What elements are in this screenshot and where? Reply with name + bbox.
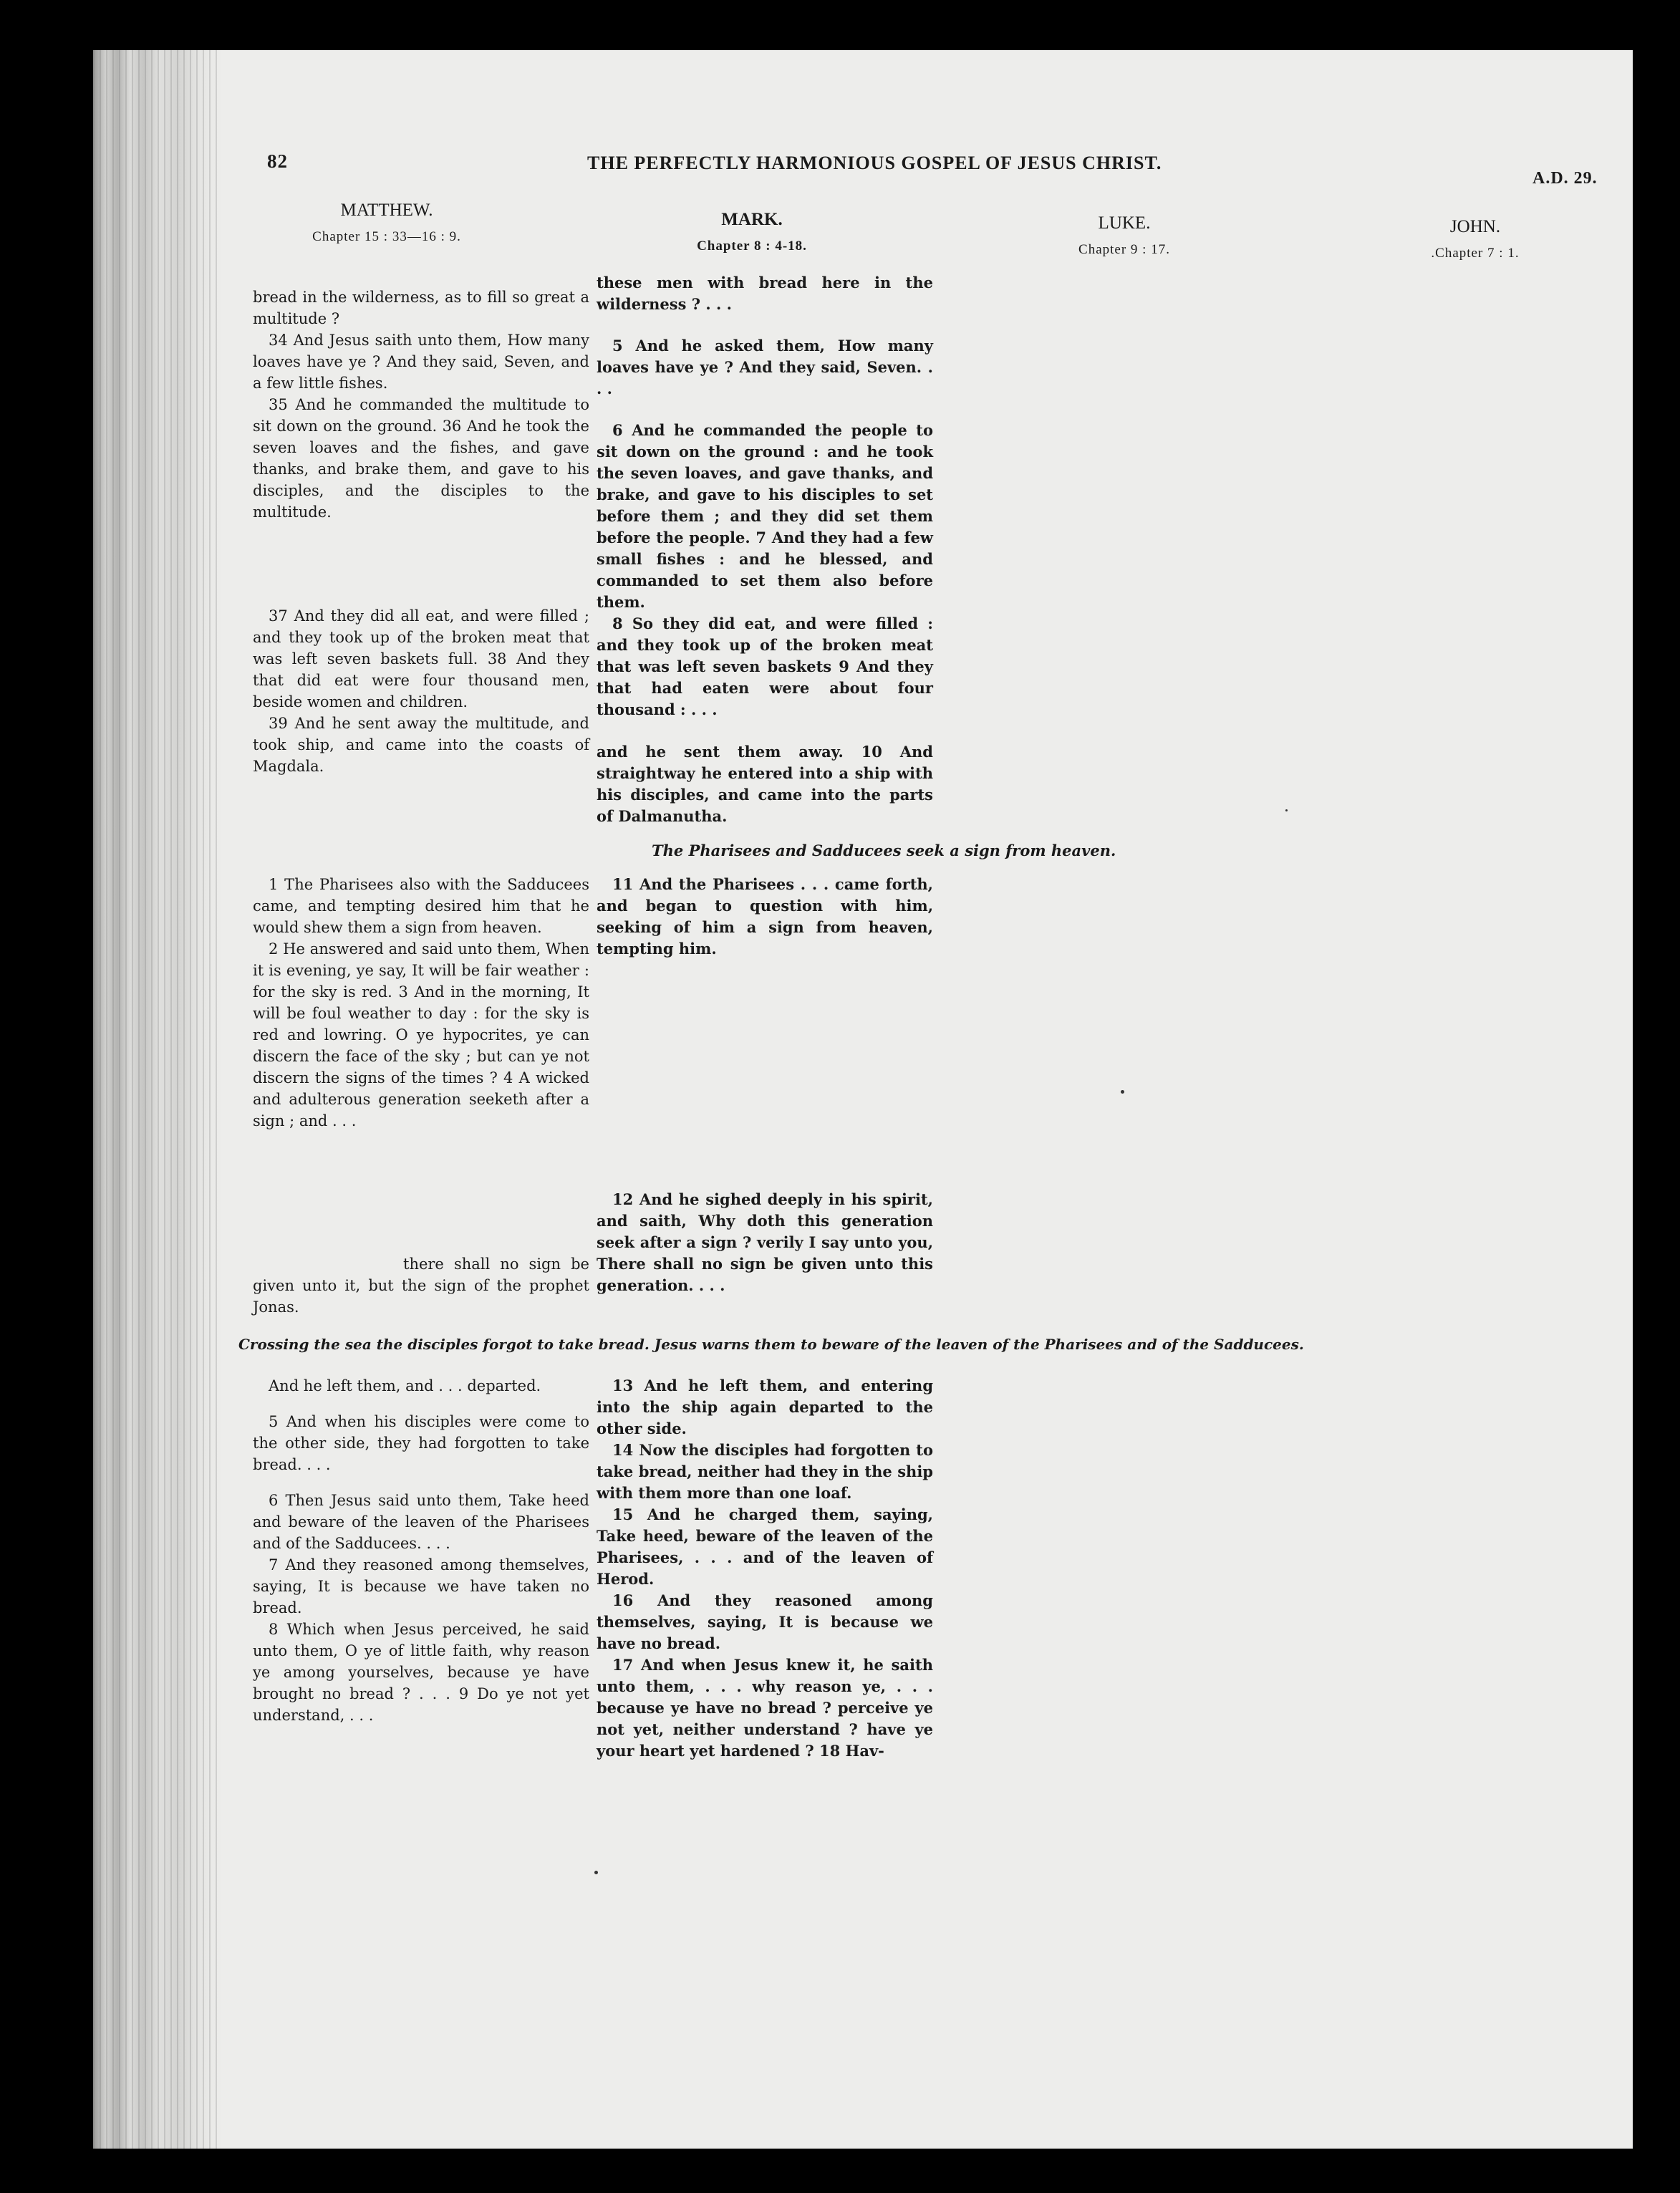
matthew-block-filled bbox=[253, 605, 589, 777]
running-title: THE PERFECTLY HARMONIOUS GOSPEL OF JESUS CHRIST. bbox=[587, 153, 1162, 173]
verse-paragraph: there shall no sign be given unto it, but the sign of the prophet Jonas. bbox=[253, 1255, 589, 1316]
verse-paragraph: 1 The Pharisees also with the Sadducees came, and tempting desired him that he would shew them a sign from heaven. bbox=[253, 876, 589, 936]
page-number: 82 bbox=[267, 150, 288, 172]
john-heading: JOHN. bbox=[1449, 217, 1501, 236]
print-speck bbox=[1121, 1090, 1124, 1094]
verse-paragraph: 8 So they did eat, and were filled : and they took up of the broken meat that was left seven baskets 9 And they that had eaten were about four thousand : . . . bbox=[597, 614, 933, 718]
verse-paragraph: 17 And when Jesus knew it, he saith unto them, . . . why reason ye, . . . because ye have no bread ? perceive ye not yet, neither understand ? have ye your heart yet hardened ? 18 Hav- bbox=[597, 1656, 933, 1760]
verse-paragraph: 14 Now the disciples had forgotten to take bread, neither had they in the ship with them more than one loaf. bbox=[597, 1441, 933, 1502]
verse-paragraph: 8 Which when Jesus perceived, he said unto them, O ye of little faith, why reason ye among yourselves, because ye have brought no bread ? . . . 9 Do ye not yet understand, . . . bbox=[253, 1621, 589, 1724]
luke-chapter: Chapter 9 : 17. bbox=[1078, 242, 1170, 257]
verse-paragraph: 2 He answered and said unto them, When it is evening, ye say, It will be fair weather : for the sky is red. 3 And in the morning, It will be foul weather to day : for the sky is red and lowring. O ye hypocrites, ye can discern the face of the sky ; but can ye not discern the signs of the times ? 4 A wicked and adulterous generation seeketh after a sign ; and . . . bbox=[253, 940, 589, 1129]
verse-paragraph: 15 And he charged them, saying, Take heed, beware of the leaven of the Pharisees, . . . and of the leaven of Herod. bbox=[597, 1505, 933, 1588]
verse-paragraph: 13 And he left them, and entering into the ship again departed to the other side. bbox=[597, 1377, 933, 1437]
john-chapter: .Chapter 7 : 1. bbox=[1431, 246, 1520, 261]
section-heading-sign: The Pharisees and Sadducees seek a sign from heaven. bbox=[652, 842, 1116, 859]
print-speck bbox=[594, 1871, 598, 1874]
verse-paragraph: 6 Then Jesus said unto them, Take heed and beware of the leaven of the Pharisees and of the Sadducees. . . . bbox=[253, 1492, 589, 1552]
mark-chapter: Chapter 8 : 4-18. bbox=[697, 238, 807, 254]
verse-paragraph: 5 And when his disciples were come to the other side, they had forgotten to take bread. . . . bbox=[253, 1413, 589, 1473]
mark-block-sign bbox=[597, 874, 933, 960]
book-page bbox=[93, 50, 1633, 2149]
verse-paragraph: these men with bread here in the wilderness ? . . . bbox=[597, 274, 933, 313]
matthew-block-leaven bbox=[253, 1375, 589, 1726]
verse-paragraph: 16 And they reasoned among themselves, saying, It is because we have no bread. bbox=[597, 1591, 933, 1652]
verse-paragraph: 39 And he sent away the multitude, and took ship, and came into the coasts of Magdala. bbox=[253, 715, 589, 775]
matthew-chapter: Chapter 15 : 33—16 : 9. bbox=[312, 229, 461, 244]
luke-heading: LUKE. bbox=[1098, 213, 1151, 233]
verse-paragraph: 7 And they reasoned among themselves, saying, It is because we have taken no bread. bbox=[253, 1556, 589, 1616]
mark-block-dalmanutha bbox=[597, 741, 933, 827]
matthew-block-sign bbox=[253, 874, 589, 1132]
matthew-block-jonas bbox=[253, 1253, 589, 1318]
mark-block-generation bbox=[597, 1189, 933, 1296]
year-label: A.D. 29. bbox=[1532, 169, 1598, 188]
verse-paragraph: bread in the wilderness, as to fill so great a multitude ? bbox=[253, 289, 589, 327]
matthew-block-feeding bbox=[253, 286, 589, 523]
verse-paragraph: 12 And he sighed deeply in his spirit, and saith, Why doth this generation seek after a sign ? verily I say unto you, There shall no sign be given unto this generation. . . . bbox=[597, 1190, 933, 1294]
verse-paragraph: 34 And Jesus saith unto them, How many loaves have ye ? And they said, Seven, and a few little fishes. bbox=[253, 332, 589, 392]
verse-paragraph: 37 And they did all eat, and were filled ; and they took up of the broken meat that was left seven baskets full. 38 And they that did eat were four thousand men, beside women and children. bbox=[253, 607, 589, 710]
print-speck bbox=[1285, 809, 1288, 811]
verse-paragraph: 11 And the Pharisees . . . came forth, and began to question with him, seeking of him a sign from heaven, tempting him. bbox=[597, 875, 933, 958]
section-heading-leaven: Crossing the sea the disciples forgot to take bread. Jesus warns them to beware of the leaven of the Pharisees and of the Sadducees. bbox=[238, 1336, 1304, 1353]
mark-heading: MARK. bbox=[721, 210, 783, 229]
verse-paragraph: And he left them, and . . . departed. bbox=[269, 1377, 541, 1394]
page-edges bbox=[93, 50, 222, 2149]
verse-paragraph: 6 And he commanded the people to sit down on the ground : and he took the seven loaves, and gave thanks, and brake, and gave to his disciples to set before them ; and they did set them before the people. 7 And they had a few small fishes : and he blessed, and commanded to set them also before them. bbox=[597, 421, 933, 611]
verse-paragraph: and he sent them away. 10 And straightway he entered into a ship with his disciples, and came into the parts of Dalmanutha. bbox=[597, 743, 933, 825]
verse-paragraph: 5 And he asked them, How many loaves have ye ? And they said, Seven. . . . bbox=[597, 337, 933, 397]
mark-block-feeding bbox=[597, 272, 933, 720]
matthew-heading: MATTHEW. bbox=[340, 201, 433, 220]
verse-paragraph: 35 And he commanded the multitude to sit down on the ground. 36 And he took the seven loaves and the fishes, and gave thanks, and brake them, and gave to his disciples, and the disciples to the multitude. bbox=[253, 396, 589, 521]
mark-block-leaven bbox=[597, 1375, 933, 1762]
